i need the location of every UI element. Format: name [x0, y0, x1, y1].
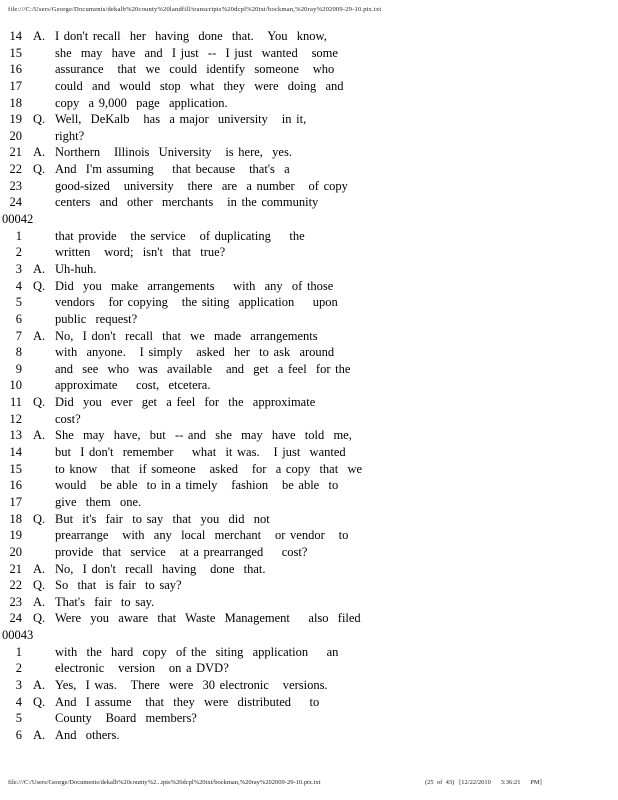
line-text: Did you ever get a feel for the approximate	[55, 395, 316, 410]
header-file-url: file:///C:/Users/George/Documents/dekalb%20county%20landfill/transcripts%20dcpl%20txt/bockman,%20ray%202009-29-10.ptx.txt	[8, 6, 382, 13]
transcript-line	[2, 78, 618, 95]
line-number: 6	[15, 727, 22, 742]
transcript-line	[2, 494, 618, 511]
transcript-line	[2, 111, 618, 128]
line-number: 24	[9, 611, 22, 626]
line-number: 1	[15, 228, 22, 243]
transcript-line	[2, 344, 618, 361]
speaker-label: A.	[33, 428, 46, 443]
line-number: 23	[9, 178, 22, 193]
line-text: right?	[55, 128, 85, 143]
transcript-line	[2, 710, 618, 727]
speaker-label: A.	[33, 727, 46, 742]
line-number: 17	[9, 78, 22, 93]
line-text: but I don't remember what it was. I just wanted	[55, 445, 346, 460]
line-number: 2	[15, 661, 22, 676]
line-text: would be able to in a timely fashion be able to	[55, 478, 339, 493]
footer-page-count: (25 of 43)	[425, 779, 455, 786]
line-text: good-sized university there are a number of copy	[55, 178, 348, 193]
speaker-label: A.	[33, 677, 46, 692]
line-number: 15	[9, 45, 22, 60]
line-number: 8	[15, 345, 22, 360]
line-text: she may have and I just -- I just wanted some	[55, 45, 338, 60]
line-text: I don't recall her having done that. You know,	[55, 29, 327, 43]
line-number: 18	[9, 511, 22, 526]
line-text: centers and other merchants in the community	[55, 195, 319, 210]
speaker-label: Q.	[33, 278, 46, 293]
line-number: 10	[9, 378, 22, 393]
line-number: 4	[15, 694, 22, 709]
speaker-label: Q.	[33, 162, 46, 177]
speaker-label: A.	[33, 29, 46, 43]
transcript-line	[2, 427, 618, 444]
line-number: 9	[15, 361, 22, 376]
footer-file-url: file:///C:/Users/George/Documents/dekalb%20county%2...ipts%20dcpl%20txt/bockman,%20ray%202009-29-10.ptx.txt	[8, 779, 321, 786]
line-text: And I'm assuming that because that's a	[55, 162, 290, 177]
line-text: that provide the service of duplicating the	[55, 228, 305, 243]
line-number: 13	[9, 428, 22, 443]
speaker-label: Q.	[33, 578, 46, 593]
line-text: cost?	[55, 411, 81, 426]
transcript-line	[2, 511, 618, 528]
line-number: 23	[9, 594, 22, 609]
line-number: 21	[9, 145, 22, 160]
transcript-line	[2, 328, 618, 345]
line-number: 6	[15, 311, 22, 326]
line-number: 2	[15, 245, 22, 260]
transcript-line	[2, 28, 618, 45]
line-text: That's fair to say.	[55, 594, 155, 609]
line-number: 17	[9, 494, 22, 509]
line-number: 19	[9, 528, 22, 543]
line-number: 24	[9, 195, 22, 210]
line-number: 3	[15, 261, 22, 276]
transcript-line	[2, 294, 618, 311]
line-number: 11	[9, 395, 22, 410]
line-number: 1	[15, 644, 22, 659]
transcript-line	[2, 45, 618, 62]
transcript-line	[2, 477, 618, 494]
transcript-line	[2, 644, 618, 661]
transcript-line	[2, 61, 618, 78]
line-number: 5	[15, 711, 22, 726]
transcript-line	[2, 95, 618, 112]
transcript-line	[2, 677, 618, 694]
line-text: electronic version on a DVD?	[55, 661, 229, 676]
line-number: 20	[9, 544, 22, 559]
transcript-line	[2, 561, 618, 578]
transcript-line	[2, 361, 618, 378]
line-text: And others.	[55, 727, 120, 742]
line-text: to know that if someone asked for a copy that we	[55, 461, 363, 476]
transcript-line	[2, 461, 618, 478]
line-number: 14	[9, 29, 22, 43]
line-text: written word; isn't that true?	[55, 245, 226, 260]
line-text: No, I don't recall that we made arrangements	[55, 328, 318, 343]
transcript-line	[2, 610, 618, 627]
transcript-line	[2, 161, 618, 178]
transcript-line	[2, 261, 618, 278]
transcript-line	[2, 311, 618, 328]
line-text: Did you make arrangements with any of those	[55, 278, 334, 293]
speaker-label: Q.	[33, 694, 46, 709]
transcript-line	[2, 394, 618, 411]
speaker-label: A.	[33, 145, 46, 160]
line-text: Uh-huh.	[55, 261, 97, 276]
line-number: 5	[15, 295, 22, 310]
line-number: 15	[9, 461, 22, 476]
transcript-line	[2, 128, 618, 145]
footer-timestamp: [12/22/2010 3:36:21 PM]	[459, 779, 542, 786]
transcript-body	[2, 28, 618, 744]
footer	[0, 779, 618, 791]
transcript-line	[2, 244, 618, 261]
line-number: 18	[9, 95, 22, 110]
line-text: Northern Illinois University is here, yes.	[55, 145, 292, 160]
speaker-label: A.	[33, 594, 46, 609]
line-number: 22	[9, 162, 22, 177]
line-number: 3	[15, 677, 22, 692]
page-number-marker: 00043	[2, 628, 34, 643]
line-number: 12	[9, 411, 22, 426]
page-number-marker: 00042	[2, 212, 34, 227]
transcript-line	[2, 228, 618, 245]
line-text: prearrange with any local merchant or vendor to	[55, 528, 349, 543]
line-text: approximate cost, etcetera.	[55, 378, 211, 393]
transcript-line	[2, 144, 618, 161]
line-number: 16	[9, 478, 22, 493]
transcript-line	[2, 377, 618, 394]
speaker-label: Q.	[33, 511, 46, 526]
line-text: And I assume that they were distributed to	[55, 694, 320, 709]
line-text: So that is fair to say?	[55, 578, 182, 593]
line-text: vendors for copying the siting application upon	[55, 295, 338, 310]
transcript-line	[2, 660, 618, 677]
line-text: with the hard copy of the siting application an	[55, 644, 339, 659]
transcript-line	[2, 178, 618, 195]
speaker-label: A.	[33, 261, 46, 276]
transcript-line	[2, 194, 618, 211]
speaker-label: A.	[33, 561, 46, 576]
line-text: Well, DeKalb has a major university in it,	[55, 112, 307, 127]
line-text: and see who was available and get a feel for the	[55, 361, 351, 376]
line-number: 4	[15, 278, 22, 293]
transcript-line	[2, 577, 618, 594]
speaker-label: Q.	[33, 112, 46, 127]
line-text: No, I don't recall having done that.	[55, 561, 266, 576]
line-text: assurance that we could identify someone who	[55, 62, 335, 77]
transcript-line	[2, 544, 618, 561]
speaker-label: A.	[33, 328, 46, 343]
line-text: She may have, but -- and she may have told me,	[55, 428, 352, 443]
line-text: County Board members?	[55, 711, 197, 726]
line-text: But it's fair to say that you did not	[55, 511, 270, 526]
line-text: public request?	[55, 311, 138, 326]
transcript-line	[2, 444, 618, 461]
line-text: Yes, I was. There were 30 electronic versions.	[55, 677, 328, 692]
line-text: could and would stop what they were doing and	[55, 78, 344, 93]
line-text: provide that service at a prearranged cost?	[55, 544, 308, 559]
speaker-label: Q.	[33, 395, 46, 410]
speaker-label: Q.	[33, 611, 46, 626]
line-number: 21	[9, 561, 22, 576]
line-number: 20	[9, 128, 22, 143]
line-number: 16	[9, 62, 22, 77]
transcript-line	[2, 411, 618, 428]
line-number: 7	[15, 328, 22, 343]
line-number: 22	[9, 578, 22, 593]
transcript-line	[2, 527, 618, 544]
line-text: with anyone. I simply asked her to ask around	[55, 345, 335, 360]
transcript-line	[2, 727, 618, 744]
transcript-line	[2, 694, 618, 711]
line-text: copy a 9,000 page application.	[55, 95, 228, 110]
footer-page-info	[425, 779, 542, 786]
line-number: 19	[9, 112, 22, 127]
line-text: give them one.	[55, 494, 142, 509]
line-text: Were you aware that Waste Management also filed	[55, 611, 361, 626]
line-number: 14	[9, 445, 22, 460]
transcript-line	[2, 594, 618, 611]
transcript-line	[2, 278, 618, 295]
